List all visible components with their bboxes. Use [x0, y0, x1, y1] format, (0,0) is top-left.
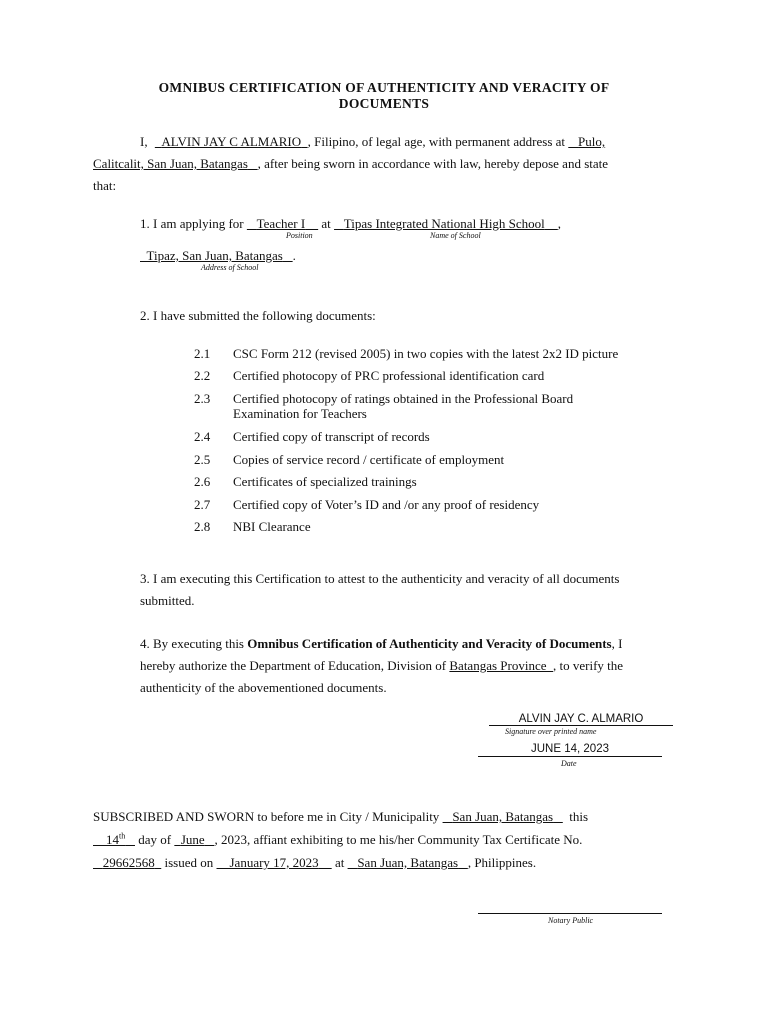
school-caption: Name of School: [430, 231, 481, 240]
item4-suffix: , I: [611, 636, 623, 651]
school-address-caption: Address of School: [201, 263, 259, 272]
signature-line: [489, 725, 673, 726]
jurat-year-text: , 2023, affiant exhibiting to me his/her Community Tax Certificate No.: [214, 832, 583, 847]
signature-name: ALVIN JAY C. ALMARIO: [518, 713, 644, 725]
intro-text2: , after being sworn in accordance with law, hereby depose and state: [257, 156, 609, 171]
item1-comma: ,: [557, 216, 562, 231]
date-line: [478, 756, 662, 757]
date-caption: Date: [561, 759, 577, 768]
date-field: [478, 742, 662, 756]
item4-line2: [140, 658, 623, 674]
document-number: 2.7: [194, 497, 211, 512]
signature-name-field: [489, 712, 673, 726]
item4-line2-prefix: hereby authorize the Department of Education, Division of: [140, 658, 447, 673]
position-caption: Position: [286, 231, 313, 240]
jurat-line1: [93, 809, 588, 825]
document-text: Certified copy of Voter’s ID and /or any proof of residency: [233, 497, 540, 512]
intro-text1: , Filipino, of legal age, with permanent address at: [307, 134, 566, 149]
place-value: San Juan, Batangas: [357, 855, 459, 870]
document-text: Certified photocopy of ratings obtained in the Professional Board: [233, 391, 574, 406]
item1-address-line: [140, 248, 296, 264]
notary-signature-line: [478, 913, 662, 914]
signature-date: JUNE 14, 2023: [531, 743, 609, 755]
jurat-line3-suffix: , Philippines.: [467, 855, 537, 870]
notary-caption: Notary Public: [548, 916, 594, 925]
item1-period: .: [292, 248, 296, 263]
intro-prefix: I,: [140, 134, 148, 149]
item4-line2-suffix: , to verify the: [553, 658, 624, 673]
issue-date-value: January 17, 2023: [229, 855, 319, 870]
jurat-day-text: day of: [138, 832, 172, 847]
address-part2: Calitcalit, San Juan, Batangas: [93, 156, 248, 171]
address-part1: Pulo,: [578, 134, 606, 149]
applicant-name: ALVIN JAY C ALMARIO: [161, 134, 302, 149]
document-number: 2.2: [194, 368, 211, 383]
document-number: 2.6: [194, 474, 211, 489]
jurat-issued-on: issued on: [164, 855, 214, 870]
document-number: 2.1: [194, 346, 211, 361]
document-number: 2.8: [194, 519, 211, 534]
document-title-line1: OMNIBUS CERTIFICATION OF AUTHENTICITY AND VERACITY OF: [158, 80, 610, 95]
document-text: Copies of service record / certificate of employment: [233, 452, 505, 467]
item2-heading: 2. I have submitted the following documents:: [140, 308, 376, 323]
document-number: 2.4: [194, 429, 211, 444]
document-text-continued: Examination for Teachers: [233, 406, 367, 421]
document-text: Certificates of specialized trainings: [233, 474, 417, 489]
municipality-value: San Juan, Batangas: [452, 809, 554, 824]
day-value: 14th: [106, 831, 126, 847]
item3-line2: submitted.: [140, 593, 195, 608]
item4-bold-title: Omnibus Certification of Authenticity and Veracity of Documents: [247, 636, 612, 651]
item3-line1: 3. I am executing this Certification to attest to the authenticity and veracity of all documents: [140, 571, 620, 586]
document-title-line2: DOCUMENTS: [338, 96, 430, 111]
document-number: 2.3: [194, 391, 211, 406]
document-text: Certified photocopy of PRC professional identification card: [233, 368, 545, 383]
school-address-value: Tipaz, San Juan, Batangas: [146, 248, 283, 263]
jurat-line1-suffix: this: [569, 809, 589, 824]
item1-line: [140, 216, 561, 232]
document-text: CSC Form 212 (revised 2005) in two copies with the latest 2x2 ID picture: [233, 346, 619, 361]
division-value: Batangas Province: [449, 658, 547, 673]
jurat-at: at: [334, 855, 345, 870]
item1-at: at: [321, 216, 331, 231]
document-text: Certified copy of transcript of records: [233, 429, 430, 444]
jurat-line2: [93, 832, 582, 848]
month-value: June: [180, 832, 205, 847]
item4-line3: authenticity of the abovementioned documents.: [140, 680, 387, 695]
item4-line1: [140, 636, 622, 652]
position-value: Teacher I: [256, 216, 306, 231]
jurat-line1-prefix: SUBSCRIBED AND SWORN to before me in City / Municipality: [93, 809, 440, 824]
document-number: 2.5: [194, 452, 211, 467]
school-value: Tipas Integrated National High School: [343, 216, 545, 231]
item4-prefix: 4. By executing this: [140, 636, 244, 651]
intro-line2: [93, 156, 608, 172]
intro-line1: [140, 134, 605, 150]
document-text: NBI Clearance: [233, 519, 311, 534]
ctc-number-value: 29662568: [102, 855, 155, 870]
item1-prefix: 1. I am applying for: [140, 216, 244, 231]
jurat-line3: [93, 855, 536, 871]
signature-caption: Signature over printed name: [505, 727, 597, 736]
intro-line3: that:: [93, 178, 117, 193]
